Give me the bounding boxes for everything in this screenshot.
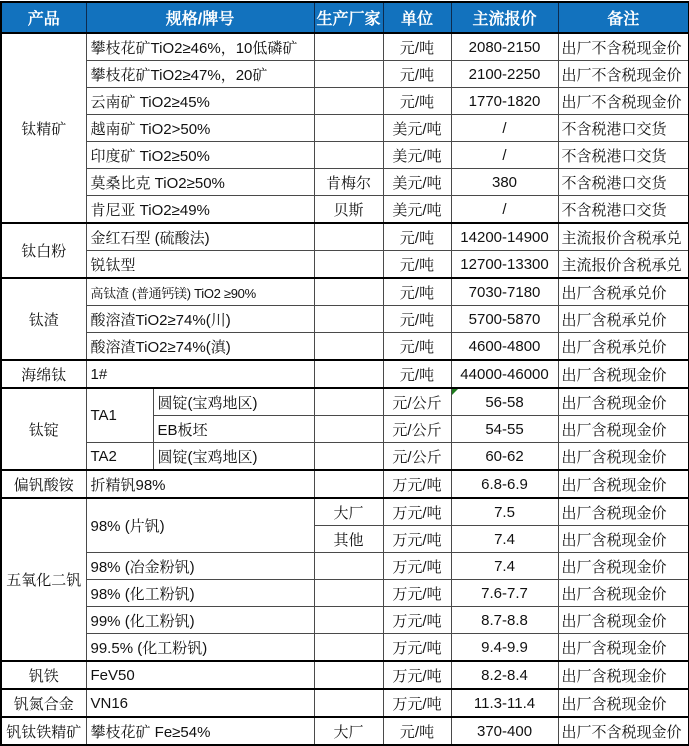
price-table (0, 1, 689, 746)
note-cell: 不含税港口交货 (558, 169, 689, 196)
unit-cell: 元/吨 (383, 360, 451, 388)
table-row (1, 661, 689, 689)
price-cell (451, 388, 558, 416)
product-group-cell: 钛白粉 (1, 223, 86, 278)
maker-cell (314, 142, 383, 169)
unit-cell: 元/公斤 (383, 443, 451, 471)
maker-cell (314, 634, 383, 662)
spec-cell: 圆锭(宝鸡地区) (153, 388, 314, 416)
unit-cell: 万元/吨 (383, 470, 451, 498)
price-cell: 7.5 (451, 498, 558, 526)
spec-cell: FeV50 (86, 661, 314, 689)
price-cell: 6.8-6.9 (451, 470, 558, 498)
price-cell: 8.7-8.8 (451, 607, 558, 634)
note-cell: 出厂含税现金价 (558, 580, 689, 607)
unit-cell: 美元/吨 (383, 169, 451, 196)
table-row (1, 498, 689, 526)
maker-cell (314, 580, 383, 607)
maker-cell (314, 223, 383, 251)
spec-cell: 攀枝花矿TiO2≥46%，10低磷矿 (86, 33, 314, 61)
price-cell: / (451, 115, 558, 142)
maker-cell (314, 278, 383, 306)
unit-cell: 万元/吨 (383, 498, 451, 526)
note-cell: 出厂含税现金价 (558, 360, 689, 388)
spec-cell: 98% (片钒) (86, 498, 314, 553)
price-cell: 7.6-7.7 (451, 580, 558, 607)
spec-cell: 酸溶渣TiO2≥74%(川) (86, 306, 314, 333)
note-cell: 出厂不含税现金价 (558, 33, 689, 61)
unit-cell: 万元/吨 (383, 634, 451, 662)
spec-cell: 98% (化工粉钒) (86, 580, 314, 607)
unit-cell: 元/吨 (383, 278, 451, 306)
table-row (1, 33, 689, 61)
unit-cell: 元/吨 (383, 333, 451, 361)
spec-cell: 攀枝花矿 Fe≥54% (86, 717, 314, 745)
unit-cell: 元/公斤 (383, 416, 451, 443)
unit-cell: 元/公斤 (383, 388, 451, 416)
spec-cell: 金红石型 (硫酸法) (86, 223, 314, 251)
maker-cell (314, 251, 383, 279)
spec-cell: 莫桑比克 TiO2≥50% (86, 169, 314, 196)
table-row (1, 61, 689, 88)
spec-cell: 酸溶渣TiO2≥74%(滇) (86, 333, 314, 361)
unit-cell: 元/吨 (383, 306, 451, 333)
note-cell: 出厂含税现金价 (558, 388, 689, 416)
note-cell: 出厂不含税现金价 (558, 88, 689, 115)
maker-cell: 肯梅尔 (314, 169, 383, 196)
note-cell: 出厂不含税现金价 (558, 717, 689, 745)
price-cell: 5700-5870 (451, 306, 558, 333)
spec-cell: VN16 (86, 689, 314, 717)
maker-cell (314, 333, 383, 361)
product-group-cell: 海绵钛 (1, 360, 86, 388)
note-cell: 不含税港口交货 (558, 196, 689, 224)
note-cell: 出厂含税现金价 (558, 498, 689, 526)
header-spec: 规格/牌号 (86, 2, 314, 33)
table-row (1, 169, 689, 196)
note-cell: 主流报价含税承兑 (558, 223, 689, 251)
price-cell: 1770-1820 (451, 88, 558, 115)
table-row (1, 388, 689, 416)
note-cell: 出厂含税现金价 (558, 634, 689, 662)
spec-cell: 锐钛型 (86, 251, 314, 279)
grade-cell: TA2 (86, 443, 153, 471)
note-cell: 出厂含税现金价 (558, 443, 689, 471)
table-row (1, 223, 689, 251)
table-row (1, 251, 689, 279)
unit-cell: 元/吨 (383, 223, 451, 251)
product-group-cell: 钒氮合金 (1, 689, 86, 717)
header-product: 产品 (1, 2, 86, 33)
table-row (1, 470, 689, 498)
unit-cell: 万元/吨 (383, 526, 451, 553)
spec-cell: 圆锭(宝鸡地区) (153, 443, 314, 471)
note-cell: 出厂含税现金价 (558, 553, 689, 580)
unit-cell: 元/吨 (383, 88, 451, 115)
header-row (1, 2, 689, 33)
table-row (1, 717, 689, 745)
note-cell: 出厂含税承兑价 (558, 278, 689, 306)
price-cell: 7030-7180 (451, 278, 558, 306)
maker-cell: 大厂 (314, 498, 383, 526)
maker-cell (314, 306, 383, 333)
price-cell: 8.2-8.4 (451, 661, 558, 689)
price-cell: 7.4 (451, 526, 558, 553)
header-maker: 生产厂家 (314, 2, 383, 33)
maker-cell (314, 360, 383, 388)
maker-cell (314, 689, 383, 717)
product-group-cell: 钛精矿 (1, 33, 86, 223)
note-cell: 出厂含税现金价 (558, 470, 689, 498)
note-cell: 出厂含税现金价 (558, 661, 689, 689)
table-row (1, 634, 689, 662)
unit-cell: 万元/吨 (383, 553, 451, 580)
maker-cell (314, 88, 383, 115)
spec-cell: 折精钒98% (86, 470, 314, 498)
spec-cell: 印度矿 TiO2≥50% (86, 142, 314, 169)
maker-cell (314, 607, 383, 634)
note-cell: 主流报价含税承兑 (558, 251, 689, 279)
price-cell: 14200-14900 (451, 223, 558, 251)
price-cell: 2100-2250 (451, 61, 558, 88)
unit-cell: 万元/吨 (383, 689, 451, 717)
spec-cell: 越南矿 TiO2>50% (86, 115, 314, 142)
price-cell: 7.4 (451, 553, 558, 580)
maker-cell (314, 388, 383, 416)
price-cell: 380 (451, 169, 558, 196)
header-price: 主流报价 (451, 2, 558, 33)
table-row (1, 689, 689, 717)
unit-cell: 元/吨 (383, 251, 451, 279)
grade-cell: TA1 (86, 388, 153, 443)
product-group-cell: 钒钛铁精矿 (1, 717, 86, 745)
spec-cell: 肯尼亚 TiO2≥49% (86, 196, 314, 224)
unit-cell: 美元/吨 (383, 115, 451, 142)
spec-cell: EB板坯 (153, 416, 314, 443)
maker-cell (314, 416, 383, 443)
spec-cell: 99.5% (化工粉钒) (86, 634, 314, 662)
note-cell: 不含税港口交货 (558, 142, 689, 169)
maker-cell (314, 443, 383, 471)
spec-cell: 1# (86, 360, 314, 388)
maker-cell: 其他 (314, 526, 383, 553)
maker-cell (314, 33, 383, 61)
note-cell: 出厂含税现金价 (558, 689, 689, 717)
unit-cell: 万元/吨 (383, 661, 451, 689)
excel-error-indicator-icon (452, 389, 458, 395)
maker-cell: 贝斯 (314, 196, 383, 224)
price-cell: 60-62 (451, 443, 558, 471)
table-row (1, 333, 689, 361)
note-cell: 出厂含税承兑价 (558, 333, 689, 361)
table-row (1, 306, 689, 333)
unit-cell: 元/吨 (383, 717, 451, 745)
table-row (1, 580, 689, 607)
maker-cell (314, 115, 383, 142)
table-row (1, 278, 689, 306)
table-row (1, 115, 689, 142)
table-row (1, 607, 689, 634)
maker-cell (314, 470, 383, 498)
price-cell: 54-55 (451, 416, 558, 443)
table-row (1, 553, 689, 580)
maker-cell (314, 61, 383, 88)
table-row (1, 443, 689, 471)
price-cell: 4600-4800 (451, 333, 558, 361)
table-row (1, 88, 689, 115)
maker-cell: 大厂 (314, 717, 383, 745)
price-cell: 370-400 (451, 717, 558, 745)
product-group-cell: 五氧化二钒 (1, 498, 86, 661)
price-cell: 11.3-11.4 (451, 689, 558, 717)
price-value: 56-58 (485, 393, 524, 411)
note-cell: 出厂含税现金价 (558, 416, 689, 443)
price-cell: 2080-2150 (451, 33, 558, 61)
price-cell: / (451, 196, 558, 224)
unit-cell: 元/吨 (383, 33, 451, 61)
note-cell: 不含税港口交货 (558, 115, 689, 142)
maker-cell (314, 661, 383, 689)
unit-cell: 美元/吨 (383, 196, 451, 224)
header-note: 备注 (558, 2, 689, 33)
unit-cell: 元/吨 (383, 61, 451, 88)
price-cell: 44000-46000 (451, 360, 558, 388)
unit-cell: 美元/吨 (383, 142, 451, 169)
product-group-cell: 钛锭 (1, 388, 86, 470)
price-cell: 9.4-9.9 (451, 634, 558, 662)
spec-cell: 云南矿 TiO2≥45% (86, 88, 314, 115)
price-cell: / (451, 142, 558, 169)
price-table-container (0, 1, 688, 746)
unit-cell: 万元/吨 (383, 607, 451, 634)
product-group-cell: 偏钒酸铵 (1, 470, 86, 498)
maker-cell (314, 553, 383, 580)
product-group-cell: 钒铁 (1, 661, 86, 689)
spec-cell: 攀枝花矿TiO2≥47%，20矿 (86, 61, 314, 88)
note-cell: 出厂含税现金价 (558, 526, 689, 553)
spec-cell: 98% (冶金粉钒) (86, 553, 314, 580)
header-unit: 单位 (383, 2, 451, 33)
note-cell: 出厂含税承兑价 (558, 306, 689, 333)
note-cell: 出厂不含税现金价 (558, 61, 689, 88)
product-group-cell: 钛渣 (1, 278, 86, 360)
spec-cell: 高钛渣 (普通钙镁) TiO2 ≥90% (86, 278, 314, 306)
spec-cell: 99% (化工粉钒) (86, 607, 314, 634)
note-cell: 出厂含税现金价 (558, 607, 689, 634)
table-row (1, 360, 689, 388)
price-cell: 12700-13300 (451, 251, 558, 279)
table-row (1, 142, 689, 169)
unit-cell: 万元/吨 (383, 580, 451, 607)
table-row (1, 196, 689, 224)
